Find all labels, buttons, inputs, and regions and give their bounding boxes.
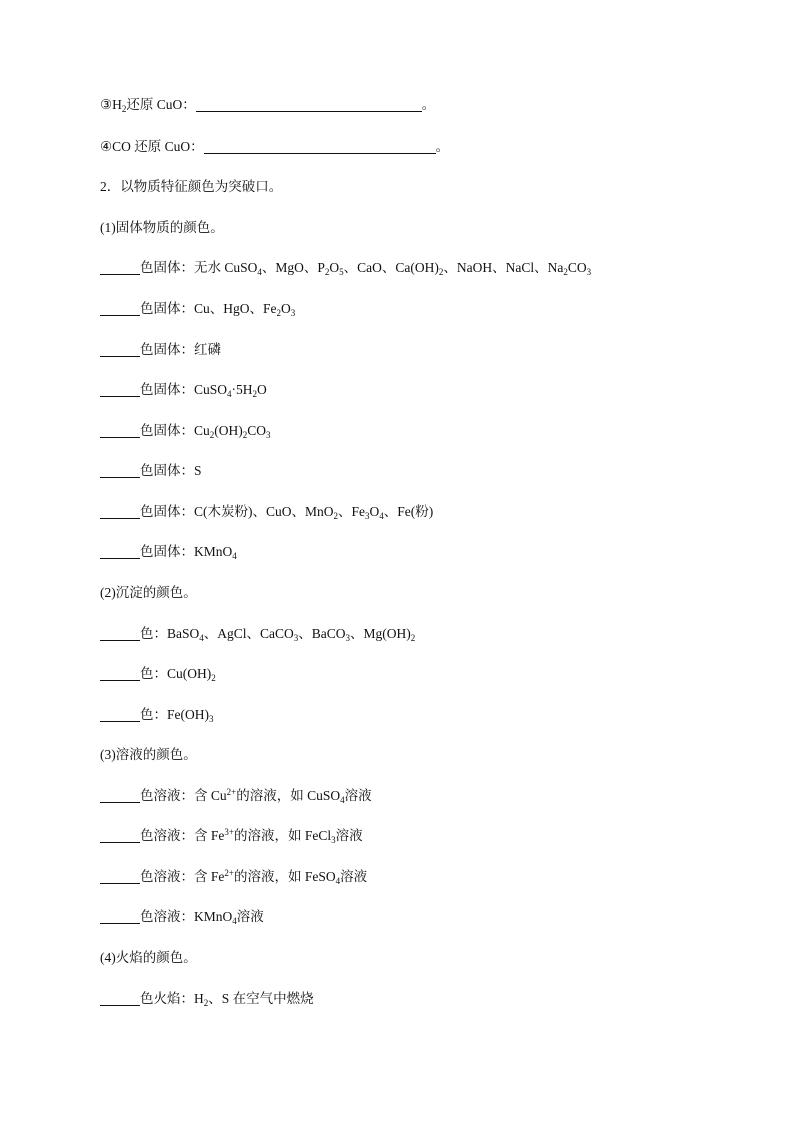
precipitate-blue-row: 色：$Cu(OH)_2$ — [100, 665, 216, 683]
answer-blank[interactable] — [100, 504, 140, 519]
solid-black-row: 色固体：C(木炭粉)、CuO、MnO$_2$、$Fe_3O_4$、Fe(粉) — [100, 503, 433, 521]
answer-blank[interactable] — [100, 463, 140, 478]
answer-blank[interactable] — [330, 139, 366, 154]
answer-blank[interactable] — [100, 788, 140, 803]
answer-blank[interactable] — [100, 828, 140, 843]
answer-blank[interactable] — [100, 260, 140, 275]
flame-heading: (4)火焰的颜色。 — [100, 950, 197, 965]
answer-blank[interactable] — [100, 301, 140, 316]
flame-row: 色火焰：$H_2$、S 在空气中燃烧 — [100, 990, 314, 1008]
reaction-co-cuo: ④CO 还原 CuO： 。 — [100, 139, 450, 154]
section-2-title: 2．以物质特征颜色为突破口。 — [100, 179, 283, 194]
precipitate-redbrown-row: 色：$Fe(OH)_3$ — [100, 706, 214, 724]
answer-blank[interactable] — [100, 869, 140, 884]
answer-blank[interactable] — [100, 423, 140, 438]
solid-purple-row: 色固体：KMnO$_4$ — [100, 543, 237, 561]
answer-blank[interactable] — [100, 909, 140, 924]
precipitate-white-row: 色：BaSO$_4$、AgCl、CaCO$_3$、BaCO$_3$、$Mg(OH)_2$ — [100, 625, 415, 643]
answer-blank[interactable] — [100, 666, 140, 681]
answer-blank[interactable] — [204, 139, 330, 154]
solid-white-row: 色固体：无水 CuSO$_4$、MgO、$P_2O_5$、CaO、$Ca(OH)_2$、NaOH、NaCl、$Na_2CO_3$ — [100, 259, 591, 277]
answer-blank[interactable] — [366, 139, 436, 154]
solid-heading: (1)固体物质的颜色。 — [100, 220, 224, 235]
answer-blank[interactable] — [100, 382, 140, 397]
solid-blue-row: 色固体：$CuSO_4\cdot 5H_2O$ — [100, 381, 267, 399]
solution-fe3-row: 色溶液：含 $Fe^{3+}$的溶液，如 FeCl$_3$溶液 — [100, 827, 363, 845]
answer-blank[interactable] — [100, 342, 140, 357]
solution-heading: (3)溶液的颜色。 — [100, 747, 197, 762]
precipitate-heading: (2)沉淀的颜色。 — [100, 585, 197, 600]
solution-fe2-row: 色溶液：含 $Fe^{2+}$的溶液，如 FeSO$_4$溶液 — [100, 868, 367, 886]
answer-blank[interactable] — [100, 626, 140, 641]
solution-kmno4-row: 色溶液：KMnO$_4$溶液 — [100, 908, 264, 926]
answer-blank[interactable] — [196, 97, 422, 112]
answer-blank[interactable] — [100, 991, 140, 1006]
solid-yellow-row: 色固体：S — [100, 462, 202, 480]
solid-red-row: 色固体：Cu、HgO、$Fe_2O_3$ — [100, 300, 295, 318]
answer-blank[interactable] — [100, 707, 140, 722]
solid-green-row: 色固体：$Cu_2(OH)_2CO_3$ — [100, 422, 271, 440]
reaction-h2-cuo: $③H_2$还原 CuO： 。 — [100, 97, 436, 114]
answer-blank[interactable] — [100, 544, 140, 559]
solution-cu-row: 色溶液：含 $Cu^{2+}$的溶液，如 CuSO$_4$溶液 — [100, 787, 372, 805]
solid-darkred-row: 色固体：红磷 — [100, 341, 221, 359]
